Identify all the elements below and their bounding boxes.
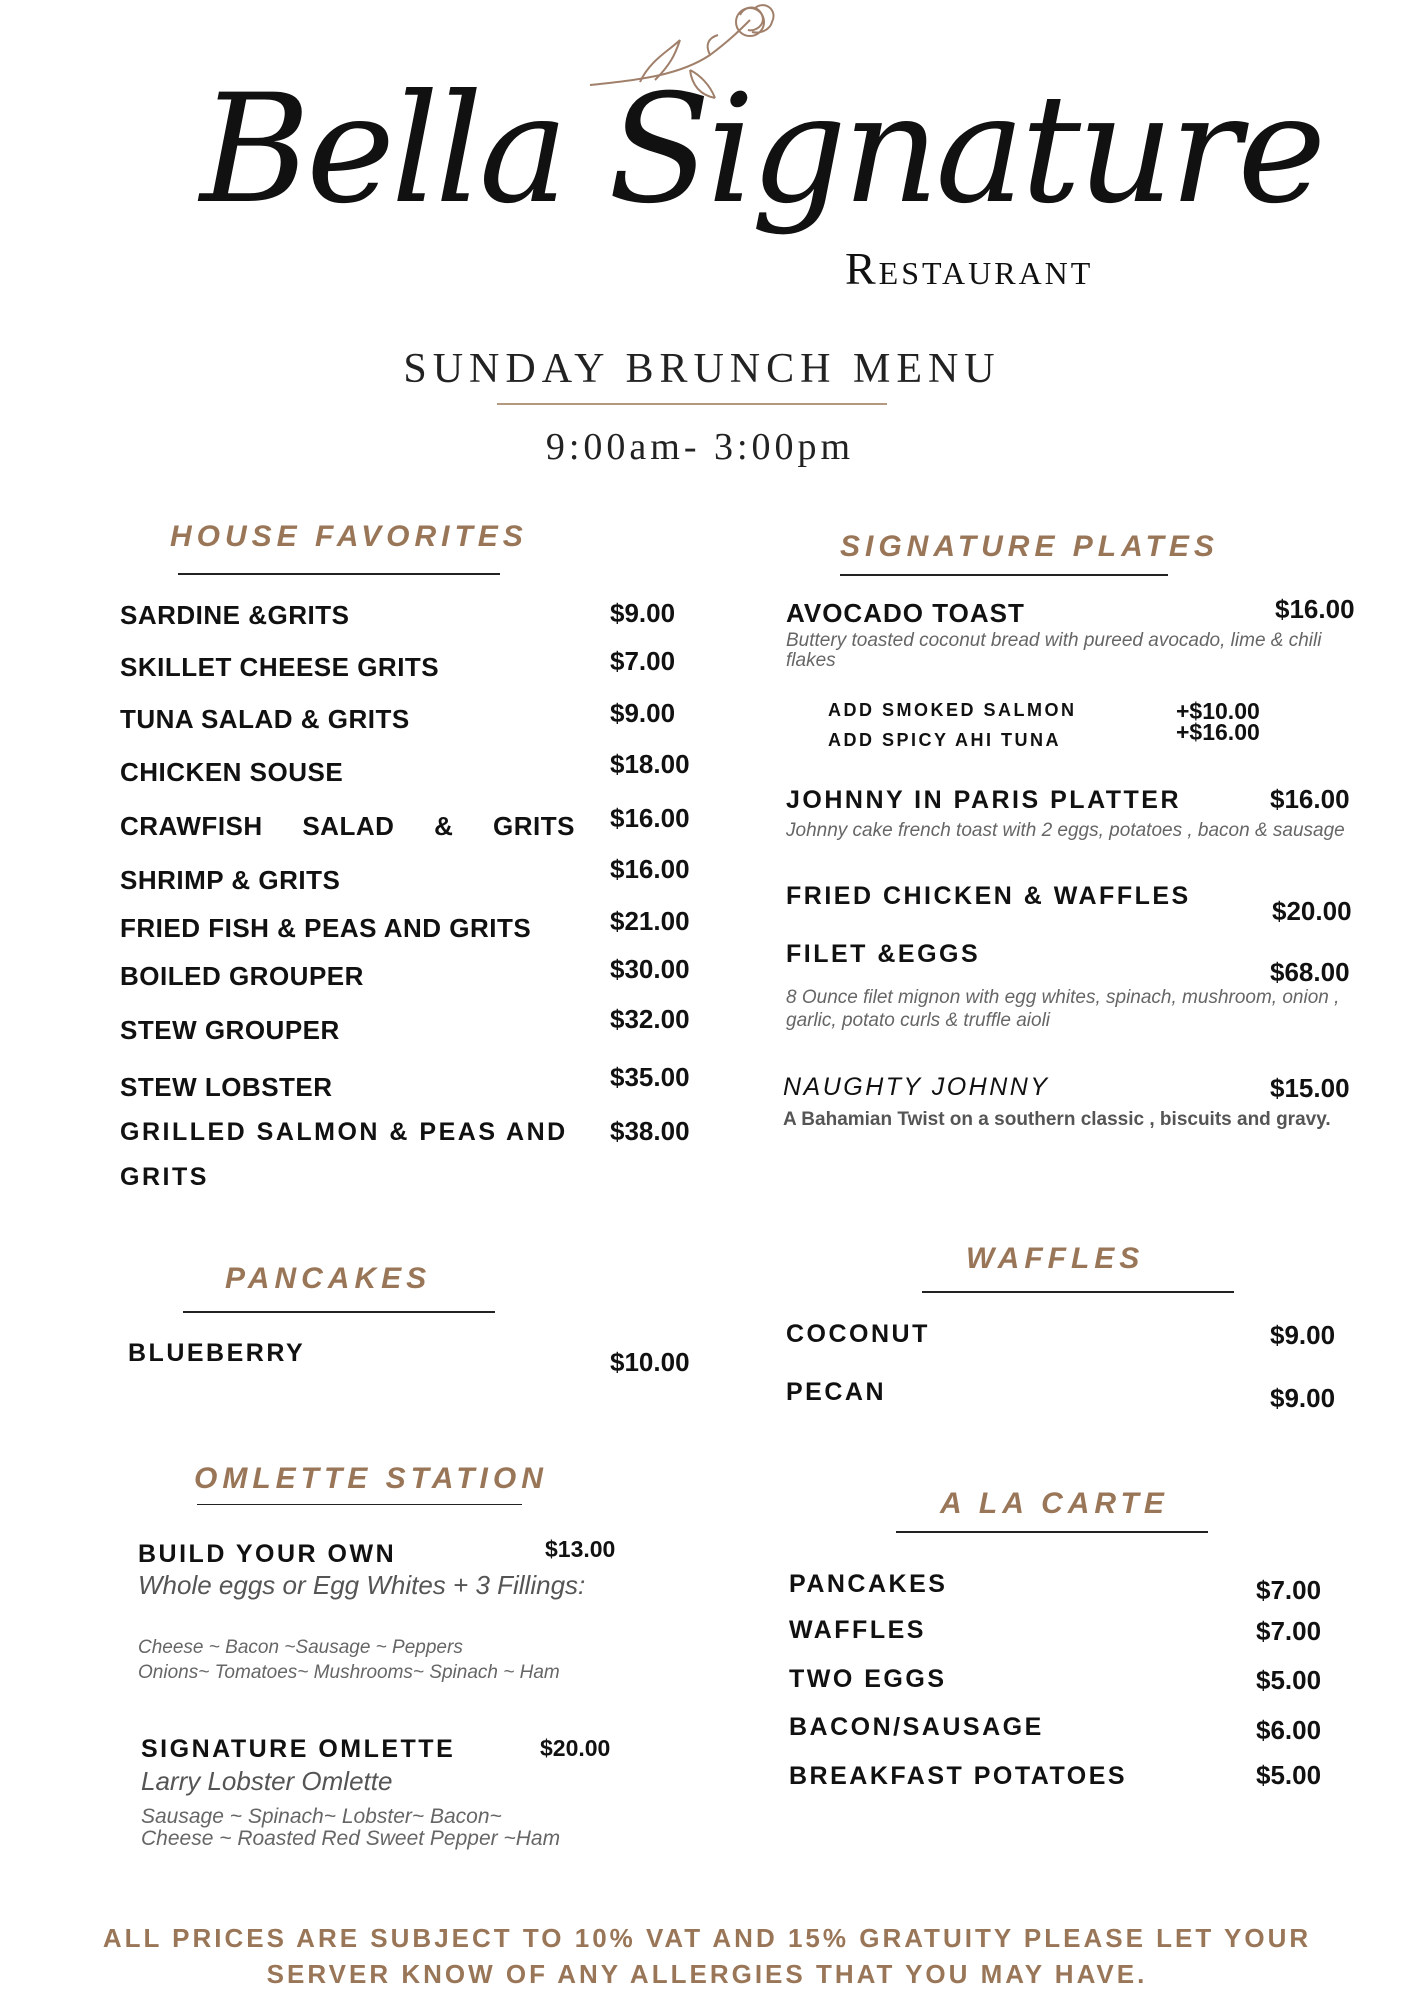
a-la-carte-rule: [896, 1531, 1208, 1533]
menu-item-fillings: Sausage ~ Spinach~ Lobster~ Bacon~: [141, 1805, 502, 1828]
menu-item-name: NAUGHTY JOHNNY: [783, 1073, 1050, 1101]
menu-item-name: CHICKEN SOUSE: [120, 757, 344, 787]
menu-item-name: [120, 811, 575, 842]
addon-price: +$16.00: [1176, 719, 1260, 745]
restaurant-name: Bella Signature: [200, 63, 1323, 237]
menu-item-description: Johnny cake french toast with 2 eggs, potatoes , bacon & sausage: [786, 820, 1345, 841]
a-la-carte-heading: A LA CARTE: [940, 1487, 1169, 1520]
menu-item-name: BOILED GROUPER: [120, 961, 364, 991]
pancakes-heading: PANCAKES: [225, 1262, 432, 1295]
menu-item-name: FRIED CHICKEN & WAFFLES: [786, 882, 1191, 910]
addon-price: +$10.00: [1176, 698, 1260, 724]
menu-item-price: $32.00: [610, 1004, 690, 1034]
menu-item-name: JOHNNY IN PARIS PLATTER: [786, 786, 1182, 814]
menu-title: SUNDAY BRUNCH MENU: [403, 346, 1001, 392]
menu-item-word: GRITS: [493, 811, 575, 841]
menu-item-price: $20.00: [1272, 896, 1352, 926]
house-favorites-heading: HOUSE FAVORITES: [170, 520, 528, 553]
menu-item-price: $38.00: [610, 1116, 690, 1146]
opening-hours: 9:00am- 3:00pm: [545, 426, 855, 468]
omlette-station-heading: OMLETTE STATION: [194, 1462, 548, 1495]
menu-item-word: &: [434, 811, 454, 841]
menu-item-word: CRAWFISH: [120, 811, 263, 841]
waffles-heading: WAFFLES: [966, 1242, 1145, 1275]
menu-item-price: $6.00: [1256, 1715, 1322, 1745]
addon-name: ADD SMOKED SALMON: [828, 700, 1077, 720]
restaurant-subtitle: Restaurant: [845, 243, 1094, 294]
menu-item-price: $13.00: [545, 1536, 616, 1562]
menu-title-divider: [497, 403, 887, 405]
menu-item-price: $9.00: [1270, 1383, 1336, 1413]
menu-item-price: $5.00: [1256, 1760, 1322, 1790]
menu-item-price: $7.00: [1256, 1616, 1322, 1646]
menu-item-description: Buttery toasted coconut bread with pureed avocado, lime & chili flakes: [786, 630, 1322, 671]
menu-item-name: BACON/SAUSAGE: [789, 1713, 1044, 1741]
menu-item-price: $10.00: [610, 1347, 690, 1377]
menu-item-price: $21.00: [610, 906, 690, 936]
menu-item-name: STEW GROUPER: [120, 1015, 340, 1045]
menu-item-name: SARDINE &GRITS: [120, 600, 350, 630]
menu-item-name: PECAN: [786, 1378, 887, 1406]
omlette-station-rule: [197, 1504, 522, 1505]
signature-plates-heading: SIGNATURE PLATES: [840, 530, 1219, 563]
footer-line-2: SERVER KNOW OF ANY ALLERGIES THAT YOU MAY HAVE.: [266, 1959, 1148, 1989]
menu-item-name: SIGNATURE OMLETTE: [141, 1735, 456, 1763]
menu-item-fillings: Cheese ~ Roasted Red Sweet Pepper ~Ham: [141, 1827, 561, 1850]
menu-item-name: TWO EGGS: [789, 1665, 947, 1693]
menu-item-price: $9.00: [1270, 1320, 1336, 1350]
menu-item-subtitle: Whole eggs or Egg Whites + 3 Fillings:: [138, 1570, 586, 1600]
menu-item-name: SKILLET CHEESE GRITS: [120, 652, 440, 682]
signature-plates-rule: [840, 574, 1168, 576]
menu-item-name: GRILLED SALMON & PEAS AND: [120, 1118, 568, 1146]
addon-name: ADD SPICY AHI TUNA: [828, 730, 1062, 750]
menu-item-name: FILET &EGGS: [786, 940, 981, 968]
pancakes-rule: [183, 1311, 495, 1313]
menu-item-word: SALAD: [302, 811, 395, 841]
menu-item-price: $15.00: [1270, 1073, 1350, 1103]
menu-item-price: $16.00: [610, 803, 690, 833]
menu-item-price: $5.00: [1256, 1665, 1322, 1695]
menu-item-price: $30.00: [610, 954, 690, 984]
footer-notice: [0, 1920, 1414, 1992]
menu-item-name-line2: GRITS: [120, 1163, 209, 1191]
menu-item-name: BUILD YOUR OWN: [138, 1540, 397, 1568]
menu-item-name: BREAKFAST POTATOES: [789, 1762, 1128, 1790]
menu-item-price: $16.00: [1270, 784, 1350, 814]
menu-item-price: $9.00: [610, 698, 676, 728]
menu-item-price: $16.00: [1275, 594, 1355, 624]
menu-item-price: $18.00: [610, 749, 690, 779]
menu-item-price: $16.00: [610, 854, 690, 884]
menu-item-name: PANCAKES: [789, 1570, 948, 1598]
menu-item-price: $7.00: [610, 646, 676, 676]
menu-item-name: SHRIMP & GRITS: [120, 865, 341, 895]
menu-item-description: A Bahamian Twist on a southern classic , biscuits and gravy.: [783, 1109, 1331, 1130]
menu-item-subtitle: Larry Lobster Omlette: [141, 1766, 393, 1796]
menu-item-price: $20.00: [540, 1735, 611, 1761]
footer-line-1: ALL PRICES ARE SUBJECT TO 10% VAT AND 15% GRATUITY PLEASE LET YOUR: [102, 1923, 1312, 1953]
menu-item-name: TUNA SALAD & GRITS: [120, 704, 410, 734]
house-favorites-rule: [178, 573, 500, 575]
menu-item-name: AVOCADO TOAST: [786, 598, 1025, 628]
menu-item-name: WAFFLES: [789, 1616, 926, 1644]
menu-item-name: COCONUT: [786, 1320, 930, 1348]
waffles-rule: [922, 1291, 1234, 1293]
menu-item-price: $7.00: [1256, 1575, 1322, 1605]
menu-item-price: $35.00: [610, 1062, 690, 1092]
menu-item-name: STEW LOBSTER: [120, 1072, 333, 1102]
menu-item-fillings: Cheese ~ Bacon ~Sausage ~ Peppers: [138, 1637, 463, 1658]
menu-item-price: $68.00: [1270, 957, 1350, 987]
menu-item-price: $9.00: [610, 598, 676, 628]
menu-item-name: BLUEBERRY: [128, 1339, 306, 1367]
menu-item-description: 8 Ounce filet mignon with egg whites, spinach, mushroom, onion , garlic, potato curls & truffle aioli: [786, 987, 1340, 1031]
menu-item-fillings: Onions~ Tomatoes~ Mushrooms~ Spinach ~ Ham: [138, 1662, 560, 1683]
menu-item-name: FRIED FISH & PEAS AND GRITS: [120, 913, 532, 943]
